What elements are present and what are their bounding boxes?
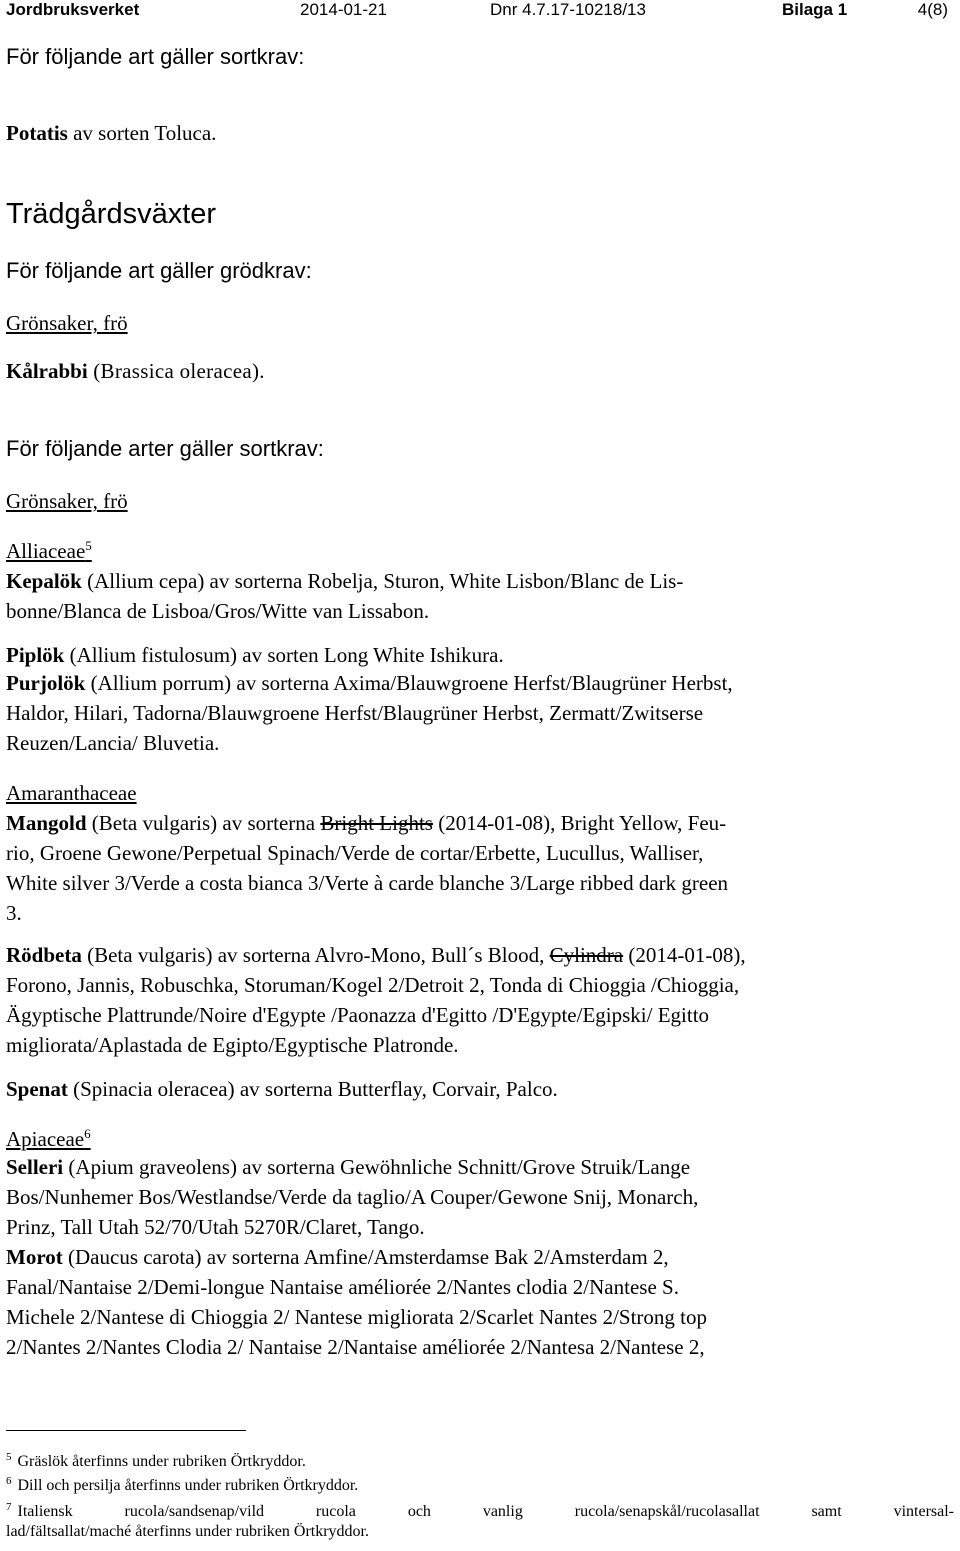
family-amaranthaceae: Amaranthaceae (6, 781, 137, 805)
piplok-name: Piplök (6, 643, 65, 667)
subhead-gronsaker-2: Grönsaker, frö (6, 489, 128, 513)
rodbeta-entry: Rödbeta (Beta vulgaris) av sorterna Alvro-Mono, Bull´s Blood, Cylindra (2014-01-08), Forono, Jannis, Robuschka, Storuman/Kogel 2/Detroit 2, Tonda di Chioggia /Chioggia, Ägyptische Plattrunde/Noire d'Egypte /Paonazza d'Egitto /D'Egypte/Egipski/ Egitto migliorata/Aplastada de Egipto/Egyptische Platronde. (6, 943, 746, 1057)
purjolok-name: Purjolök (6, 671, 86, 695)
heading-sortkrav-2: För följande arter gäller sortkrav: (6, 436, 324, 461)
footnote-ref-6: 6 (84, 1126, 91, 1141)
header-date: 2014-01-21 (300, 0, 387, 19)
footnote-separator (6, 1430, 246, 1431)
header-page-number: 4(8) (917, 0, 948, 19)
footnote-7 (6, 1502, 954, 1542)
kepalok-entry: Kepalök (Allium cepa) av sorterna Robelja, Sturon, White Lisbon/Blanc de Lis- bonne/Blanca de Lisboa/Gros/Witte van Lissabon. (6, 569, 684, 623)
piplok-entry: Piplök (Allium fistulosum) av sorten Long White Ishikura. (6, 643, 504, 667)
footnote-7-line-1: $^7$ Italiensk rucola/sandsenap/vild rucola och vanlig rucola/senapskål/rucolasallat samt vintersal- (6, 1500, 954, 1520)
rodbeta-name: Rödbeta (6, 943, 82, 967)
family-alliaceae: Alliaceae$^5$ (6, 538, 92, 563)
heading-sortkrav-1: För följande art gäller sortkrav: (6, 44, 305, 69)
spenat-name: Spenat (6, 1077, 68, 1101)
struck-variety: Bright Lights (320, 811, 433, 835)
selleri-name: Selleri (6, 1155, 64, 1179)
kepalok-name: Kepalök (6, 569, 82, 593)
header-bilaga: Bilaga 1 (782, 0, 848, 19)
struck-variety: Cylindra (549, 943, 624, 967)
page-header (6, 0, 948, 24)
header-dnr: Dnr 4.7.17-10218/13 (490, 0, 646, 19)
mangold-entry: Mangold (Beta vulgaris) av sorterna Bright Lights (2014-01-08), Bright Yellow, Feu- rio, Groene Gewone/Perpetual Spinach/Verde de cortar/Erbette, Lucullus, Walliser, White silver 3/Verde a costa bianca 3/Verte à carde blanche 3/Large ribbed dark green 3. (6, 811, 729, 925)
kalrabbi-name: Kålrabbi (6, 359, 88, 383)
potatis-name: Potatis (6, 121, 68, 145)
footnote-7-line-2: lad/fältsallat/maché återfinns under rubriken Örtkryddor. (6, 1523, 369, 1540)
footnote-6: $^6$ Dill och persilja återfinns under rubriken Örtkryddor. (6, 1474, 359, 1494)
morot-entry: Morot (Daucus carota) av sorterna Amfine/Amsterdamse Bak 2/Amsterdam 2, Fanal/Nantaise 2/Demi-longue Nantaise améliorée 2/Nantes clodia 2/Nantese S. Michele 2/Nantese di Chioggia 2/ Nantese migliorata 2/Scarlet Nantes 2/Strong top 2/Nantes 2/Nantes Clodia 2/ Nantaise 2/Nantaise améliorée 2/Nantesa 2/Nantese 2, (6, 1245, 708, 1359)
spenat-entry: Spenat (Spinacia oleracea) av sorterna Butterflay, Corvair, Palco. (6, 1077, 558, 1101)
potatis-line: Potatis av sorten Toluca. (6, 121, 217, 145)
selleri-entry: Selleri (Apium graveolens) av sorterna Gewöhnliche Schnitt/Grove Struik/Lange Bos/Nunhemer Bos/Westlandse/Verde da taglio/A Couper/Gewone Snij, Monarch, Prinz, Tall Utah 52/70/Utah 5270R/Claret, Tango. (6, 1155, 699, 1239)
kalrabbi-line: Kålrabbi (Brassica oleracea). (6, 359, 265, 383)
header-org: Jordbruksverket (6, 0, 140, 19)
morot-name: Morot (6, 1245, 63, 1269)
mangold-name: Mangold (6, 811, 87, 835)
purjolok-entry: Purjolök (Allium porrum) av sorterna Axima/Blauwgroene Herfst/Blaugrüner Herbst, Haldor, Hilari, Tadorna/Blauwgroene Herfst/Blaugrüner Herbst, Zermatt/Zwitserse Reuzen/Lancia/ Bluvetia. (6, 671, 733, 755)
section-title: Trädgårdsväxter (6, 198, 217, 230)
subhead-gronsaker-1: Grönsaker, frö (6, 311, 128, 335)
footnote-ref-5: 5 (85, 538, 92, 553)
family-apiaceae: Apiaceae$^6$ (6, 1126, 91, 1151)
footnote-5: $^5$ Gräslök återfinns under rubriken Örtkryddor. (6, 1450, 306, 1470)
heading-grodkrav: För följande art gäller grödkrav: (6, 258, 312, 283)
